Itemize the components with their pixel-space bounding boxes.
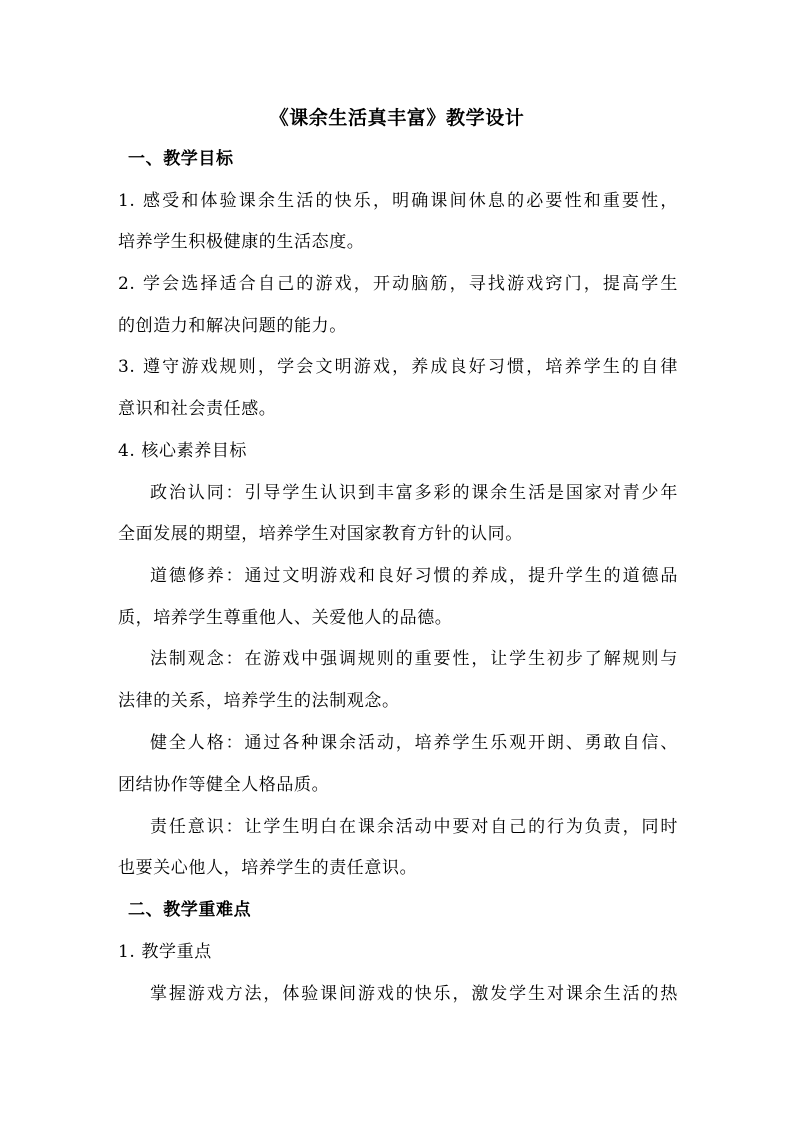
objective-2-line-1: 2. 学会选择适合自己的游戏，开动脑筋，寻找游戏窍门，提高学生 [118,274,678,294]
objective-3-line-1: 3. 遵守游戏规则，学会文明游戏，养成良好习惯，培养学生的自律 [118,357,678,377]
document-title: 《课余生活真丰富》教学设计 [269,107,525,129]
sound-personality-line-1: 健全人格：通过各种课余活动，培养学生乐观开朗、勇敢自信、 [150,733,678,753]
key-point-heading: 1. 教学重点 [118,942,212,962]
moral-cultivation-line-2: 质，培养学生尊重他人、关爱他人的品德。 [118,608,453,628]
objective-1-line-1: 1. 感受和体验课余生活的快乐，明确课间休息的必要性和重要性， [118,191,678,211]
objective-4-heading: 4. 核心素养目标 [118,441,248,461]
moral-cultivation-line-1: 道德修养：通过文明游戏和良好习惯的养成，提升学生的道德品 [150,566,678,586]
objective-1-line-2: 培养学生积极健康的生活态度。 [118,232,365,252]
political-identity-line-2: 全面发展的期望，培养学生对国家教育方针的认同。 [118,524,523,544]
legal-awareness-line-1: 法制观念：在游戏中强调规则的重要性，让学生初步了解规则与 [150,649,678,669]
responsibility-line-2: 也要关心他人，培养学生的责任意识。 [118,858,418,878]
objective-3-line-2: 意识和社会责任感。 [118,399,277,419]
section-heading-key-difficulties: 二、教学重难点 [128,900,252,920]
objective-2-line-2: 的创造力和解决问题的能力。 [118,316,347,336]
legal-awareness-line-2: 法律的关系，培养学生的法制观念。 [118,691,400,711]
responsibility-line-1: 责任意识：让学生明白在课余活动中要对自己的行为负责，同时 [150,817,678,837]
sound-personality-line-2: 团结协作等健全人格品质。 [118,775,330,795]
key-point-line-1: 掌握游戏方法，体验课间游戏的快乐，激发学生对课余生活的热 [150,984,678,1004]
section-heading-objectives: 一、教学目标 [128,149,234,169]
political-identity-line-1: 政治认同：引导学生认识到丰富多彩的课余生活是国家对青少年 [150,483,678,503]
